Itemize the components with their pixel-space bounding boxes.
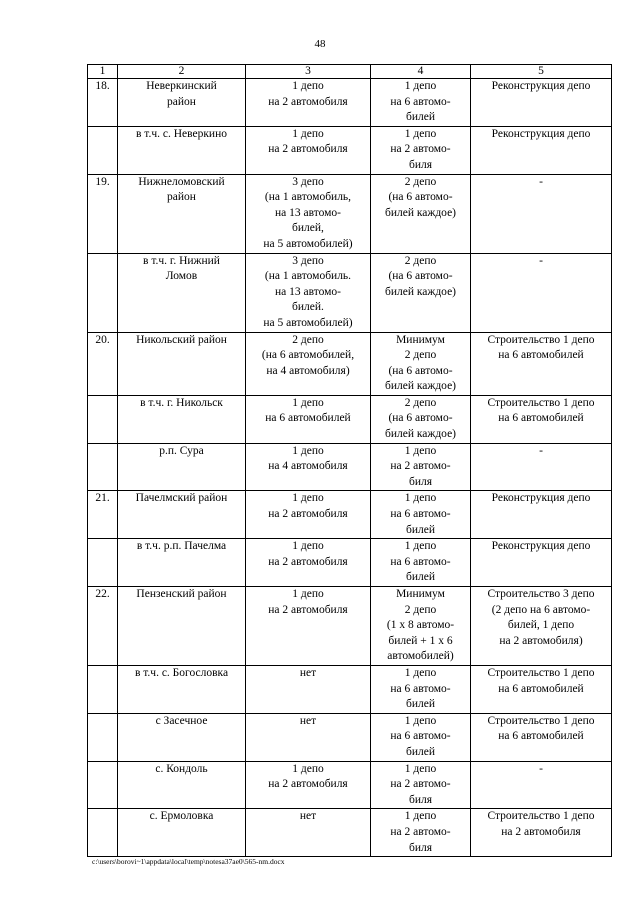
table-row (88, 539, 612, 587)
cell-line: Реконструкция депо (491, 127, 591, 140)
cell-line: билей каждое) (384, 428, 457, 441)
cell-line: на 6 автомо- (390, 555, 451, 568)
cell-line: на 4 автомобиля) (266, 364, 350, 377)
district-name-cell (118, 79, 246, 127)
cell-line: билей каждое) (384, 285, 457, 298)
cell-line: Минимум (396, 588, 445, 600)
district-name-cell (118, 665, 246, 713)
cell-line: (на 6 автомобилей, (261, 349, 355, 362)
cell-line: на 2 автомобиля (268, 603, 348, 616)
district-name-cell (118, 174, 246, 253)
cell-line: на 2 автомобиля (268, 143, 348, 156)
cell-line: в т.ч. р.п. Пачелма (136, 540, 227, 553)
row-number-cell: 19. (88, 174, 118, 253)
cell-line: билей (405, 745, 435, 758)
cell-line: (на 6 автомо- (388, 270, 453, 283)
measures-cell (471, 761, 612, 809)
district-name-cell (118, 126, 246, 174)
measures-cell (471, 809, 612, 857)
cell-line: 3 депо (292, 254, 324, 267)
cell-line: Реконструкция депо (491, 492, 591, 505)
table-row (88, 126, 612, 174)
table-row (88, 761, 612, 809)
cell-line: Реконструкция депо (491, 540, 591, 553)
existing-depots-cell (246, 665, 371, 713)
header-cell: 1 (88, 65, 118, 79)
table-row (88, 332, 612, 395)
cell-line: билей каждое) (384, 380, 457, 393)
table-row (88, 491, 612, 539)
cell-line: 2 депо (404, 396, 437, 409)
header-cell: 3 (246, 65, 371, 79)
cell-line: на 6 автомо- (390, 682, 451, 695)
cell-line: 1 депо (404, 762, 437, 775)
row-number-cell: 21. (88, 491, 118, 539)
header-cell: 2 (118, 65, 246, 79)
header-cell: 4 (371, 65, 471, 79)
cell-line: 1 депо (404, 444, 437, 457)
required-depots-cell (371, 539, 471, 587)
cell-line: на 6 автомо- (390, 730, 451, 743)
cell-line: Строительство 1 депо (487, 396, 595, 409)
cell-line: в т.ч. г. Никольск (140, 396, 223, 409)
table-row (88, 174, 612, 253)
district-name-cell (118, 809, 246, 857)
cell-line: автомобилей) (387, 650, 454, 663)
cell-line: Минимум (396, 333, 445, 346)
cell-line: билей (405, 523, 435, 536)
cell-line: Строительство 1 депо (487, 666, 595, 679)
table-header-row (88, 65, 612, 79)
cell-line: билей + 1 x 6 (388, 634, 453, 647)
cell-line: нет (299, 714, 317, 727)
cell-line: на 6 автомобилей (498, 682, 584, 695)
measures-cell (471, 126, 612, 174)
cell-line: 2 депо (404, 175, 437, 188)
cell-line: билей (405, 698, 435, 711)
cell-line: 1 депо (292, 762, 324, 775)
table-row (88, 79, 612, 127)
cell-line: 3 депо (292, 175, 324, 188)
existing-depots-cell (246, 587, 371, 666)
cell-line: на 5 автомобилей) (263, 237, 353, 250)
cell-line: на 2 автомобиля) (499, 634, 583, 647)
cell-line: - (539, 175, 543, 188)
cell-line: нет (299, 666, 317, 679)
cell-line: (на 1 автомобиль, (264, 191, 352, 204)
cell-line: на 6 автомо- (390, 508, 451, 521)
cell-line: район (167, 95, 196, 108)
cell-line: биля (408, 475, 433, 488)
cell-line: на 4 автомобиля (268, 460, 348, 473)
cell-line: Строительство 1 депо (487, 714, 595, 727)
cell-line: Пензенский район (136, 588, 227, 600)
cell-line: на 2 автомо- (390, 143, 451, 156)
cell-line: 2 депо (404, 603, 437, 616)
cell-line: 1 депо (292, 396, 324, 409)
table-row (88, 809, 612, 857)
required-depots-cell (371, 809, 471, 857)
existing-depots-cell (246, 332, 371, 395)
cell-line: (на 6 автомо- (388, 412, 453, 425)
cell-line: 2 депо (404, 349, 437, 362)
table-body (88, 65, 612, 857)
district-name-cell (118, 332, 246, 395)
district-name-cell (118, 253, 246, 332)
cell-line: 1 депо (404, 492, 437, 505)
cell-line: билей. (292, 301, 324, 314)
required-depots-cell (371, 587, 471, 666)
cell-line: на 2 автомобиля (268, 555, 348, 568)
required-depots-cell (371, 713, 471, 761)
district-name-cell (118, 587, 246, 666)
row-number-cell: 18. (88, 79, 118, 127)
cell-line: 1 депо (404, 127, 437, 140)
row-number-cell (88, 809, 118, 857)
row-number-cell (88, 395, 118, 443)
measures-cell (471, 174, 612, 253)
cell-line: 1 депо (292, 127, 324, 140)
required-depots-cell (371, 126, 471, 174)
cell-line: (на 6 автомо- (388, 191, 453, 204)
cell-line: (на 6 автомо- (388, 364, 453, 377)
cell-line: нет (299, 810, 317, 823)
row-number-cell (88, 253, 118, 332)
cell-line: с. Кондоль (155, 762, 208, 775)
cell-line: с Засечное (155, 714, 208, 727)
cell-line: 1 депо (404, 714, 437, 727)
cell-line: Пачелмский район (135, 492, 228, 505)
cell-line: на 2 автомо- (390, 825, 451, 838)
row-number-cell (88, 761, 118, 809)
cell-line: биля (408, 793, 433, 806)
row-number-cell (88, 713, 118, 761)
table-row (88, 253, 612, 332)
cell-line: - (539, 254, 543, 267)
cell-line: на 2 автомо- (390, 460, 451, 473)
cell-line: билей (405, 111, 435, 124)
existing-depots-cell (246, 761, 371, 809)
existing-depots-cell (246, 491, 371, 539)
cell-line: на 6 автомобилей (498, 730, 584, 743)
cell-line: билей каждое) (384, 206, 457, 219)
cell-line: с. Ермоловка (149, 810, 214, 823)
measures-cell (471, 491, 612, 539)
page-number: 48 (314, 38, 326, 50)
district-name-cell (118, 539, 246, 587)
district-name-cell (118, 491, 246, 539)
measures-cell (471, 665, 612, 713)
cell-line: 1 депо (292, 444, 324, 457)
cell-line: в т.ч. с. Богословка (134, 666, 229, 679)
cell-line: Нижнеломовский (138, 175, 225, 188)
table-row (88, 665, 612, 713)
required-depots-cell (371, 79, 471, 127)
cell-line: (2 депо на 6 автомо- (491, 603, 591, 616)
cell-line: Строительство 3 депо (487, 588, 595, 600)
cell-line: 1 депо (292, 588, 324, 600)
cell-line: на 6 автомо- (390, 95, 451, 108)
cell-line: на 6 автомобилей (498, 349, 584, 362)
existing-depots-cell (246, 174, 371, 253)
measures-cell (471, 539, 612, 587)
cell-line: в т.ч. г. Нижний (143, 254, 220, 267)
existing-depots-cell (246, 126, 371, 174)
row-number-cell (88, 665, 118, 713)
cell-line: 1 депо (292, 540, 324, 553)
cell-line: Ломов (165, 270, 198, 283)
cell-line: на 6 автомобилей (498, 412, 584, 425)
cell-line: на 6 автомобилей (265, 412, 351, 425)
cell-line: 1 депо (292, 492, 324, 505)
existing-depots-cell (246, 713, 371, 761)
required-depots-cell (371, 174, 471, 253)
cell-line: - (539, 444, 543, 457)
cell-line: 1 депо (404, 80, 437, 92)
cell-line: на 2 автомобиля (268, 778, 348, 791)
cell-line: 2 депо (404, 254, 437, 267)
table-row (88, 443, 612, 491)
cell-line: 2 депо (292, 333, 324, 346)
district-name-cell (118, 713, 246, 761)
required-depots-cell (371, 253, 471, 332)
cell-line: район (167, 191, 196, 204)
cell-line: Неверкинский (146, 80, 217, 92)
table-row (88, 713, 612, 761)
existing-depots-cell (246, 253, 371, 332)
cell-line: билей, (292, 222, 324, 235)
row-number-cell: 22. (88, 587, 118, 666)
required-depots-cell (371, 443, 471, 491)
cell-line: на 2 автомобиля (268, 95, 348, 108)
measures-cell (471, 253, 612, 332)
cell-line: Никольский район (136, 333, 227, 346)
row-number-cell (88, 126, 118, 174)
file-path-footer: c:\users\borovi~1\appdata\local\temp\notesa37ae0\565-nm.docx (92, 857, 285, 866)
cell-line: Строительство 1 депо (487, 333, 595, 346)
row-number-cell (88, 443, 118, 491)
measures-cell (471, 332, 612, 395)
cell-line: Строительство 1 депо (487, 810, 595, 823)
cell-line: на 13 автомо- (274, 285, 342, 298)
depot-table (87, 64, 612, 857)
cell-line: - (539, 762, 543, 775)
existing-depots-cell (246, 443, 371, 491)
cell-line: (на 1 автомобиль. (264, 270, 352, 283)
cell-line: билей, 1 депо (507, 619, 575, 632)
cell-line: 1 депо (404, 666, 437, 679)
cell-line: на 13 автомо- (274, 206, 342, 219)
row-number-cell: 20. (88, 332, 118, 395)
measures-cell (471, 713, 612, 761)
required-depots-cell (371, 332, 471, 395)
district-name-cell (118, 443, 246, 491)
existing-depots-cell (246, 809, 371, 857)
table-row (88, 395, 612, 443)
district-name-cell (118, 761, 246, 809)
cell-line: билей (405, 571, 435, 584)
measures-cell (471, 443, 612, 491)
cell-line: на 2 автомобиля (501, 825, 581, 838)
cell-line: на 2 автомо- (390, 778, 451, 791)
required-depots-cell (371, 761, 471, 809)
existing-depots-cell (246, 395, 371, 443)
existing-depots-cell (246, 539, 371, 587)
cell-line: 1 депо (292, 80, 324, 92)
table-row (88, 587, 612, 666)
cell-line: Реконструкция депо (491, 80, 591, 92)
required-depots-cell (371, 665, 471, 713)
header-cell: 5 (471, 65, 612, 79)
cell-line: в т.ч. с. Неверкино (135, 127, 227, 140)
cell-line: на 5 автомобилей) (263, 316, 353, 329)
cell-line: 1 депо (404, 540, 437, 553)
measures-cell (471, 79, 612, 127)
cell-line: (1 x 8 автомо- (386, 619, 455, 632)
required-depots-cell (371, 395, 471, 443)
row-number-cell (88, 539, 118, 587)
cell-line: 1 депо (404, 810, 437, 823)
required-depots-cell (371, 491, 471, 539)
cell-line: на 2 автомобиля (268, 508, 348, 521)
measures-cell (471, 395, 612, 443)
cell-line: биля (408, 841, 433, 854)
cell-line: биля (408, 158, 433, 171)
cell-line: р.п. Сура (159, 444, 204, 457)
measures-cell (471, 587, 612, 666)
district-name-cell (118, 395, 246, 443)
existing-depots-cell (246, 79, 371, 127)
